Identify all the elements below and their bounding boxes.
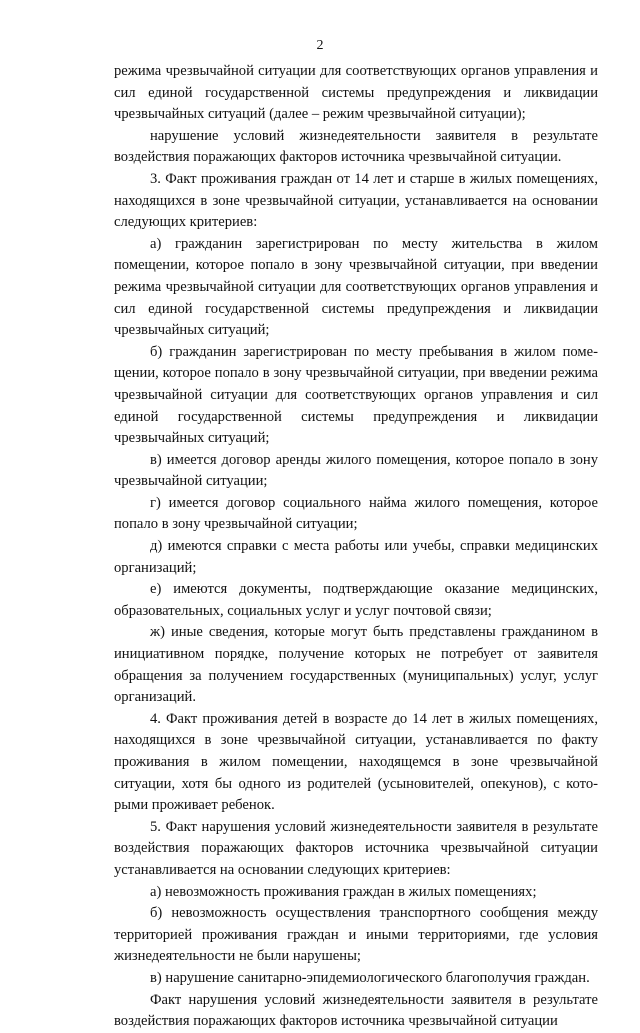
page-number: 2	[316, 38, 324, 53]
paragraph: а) невозможность проживания граждан в жилых помещениях;	[150, 883, 537, 900]
paragraph: нарушение условий жизнедеятельности заявителя в результате воздействия поражающих факторов источника чрезвычайной ситуации.	[114, 127, 598, 166]
paragraph: Факт нарушения условий жизнедеятельности заявителя в результате воздействия поражающих факторов источника чрезвычайной ситуации	[114, 991, 598, 1030]
paragraph: в) нарушение санитарно-эпидемиологического благополучия граждан.	[150, 969, 590, 986]
paragraph: е) имеются документы, подтверждающие оказание медицинских, образовательных, социальных услуг и услуг почтовой связи;	[114, 581, 598, 619]
paragraph: 3. Факт проживания граждан от 14 лет и старше в жилых помещениях, находящихся в зоне чрезвычайной ситуации, устанавливается на основании следующих критериев:	[114, 170, 598, 231]
paragraph: а) гражданин зарегистрирован по месту жительства в жилом помещении, которое попало в зону чрезвычайной ситуации, при введении режима чрезвычайной ситуации для соответствующих органов управления и сил единой государственной системы предупреждения и ликвидации чрезвычайных ситуаций;	[114, 235, 598, 339]
paragraph: ж) иные сведения, которые могут быть представлены гражданином в инициативном порядке, получение которых не потребует от заявителя обращения за получением государственных (муниципальных) услуг, услуг организаций.	[114, 624, 598, 706]
document-body	[114, 61, 598, 1033]
paragraph: 4. Факт проживания детей в возрасте до 14 лет в жилых помещениях, находящихся в зоне чрезвычайной ситуации, устанавливается по факту проживания в жилом помещении, находящемся в зоне чрезвычайной ситуации, хотя бы одного из родителей (усыновителей, опекунов), с которыми проживает ребенок.	[114, 710, 598, 814]
paragraph: 5. Факт нарушения условий жизнедеятельности заявителя в результате воздействия поражающих факторов источника чрезвычайной ситуации устанавливается на основании следующих критериев:	[114, 818, 598, 878]
paragraph: б) гражданин зарегистрирован по месту пребывания в жилом помещении, которое попало в зону чрезвычайной ситуации, при введении режима чрезвычайной ситуации для соответствующих органов управления и сил единой государственной системы предупреждения и ликвидации чрезвычайных ситуаций;	[114, 343, 598, 447]
paragraph: г) имеется договор социального найма жилого помещения, которое попало в зону чрезвычайной ситуации;	[114, 494, 598, 533]
paragraph: в) имеется договор аренды жилого помещения, которое попало в зону чрезвычайной ситуации;	[114, 451, 598, 490]
paragraph: режима чрезвычайной ситуации для соответствующих органов управления и сил единой государственной системы предупреждения и ликвидации чрезвычайных ситуаций (далее – режим чрезвычайной ситуации);	[114, 63, 598, 123]
paragraph: д) имеются справки с места работы или учебы, справки медицинских организаций;	[114, 538, 598, 576]
paragraph: б) невозможность осуществления транспортного сообщения между территорией проживания граждан и иными территориями, где условия жизнедеятельности не были нарушены;	[114, 905, 598, 965]
